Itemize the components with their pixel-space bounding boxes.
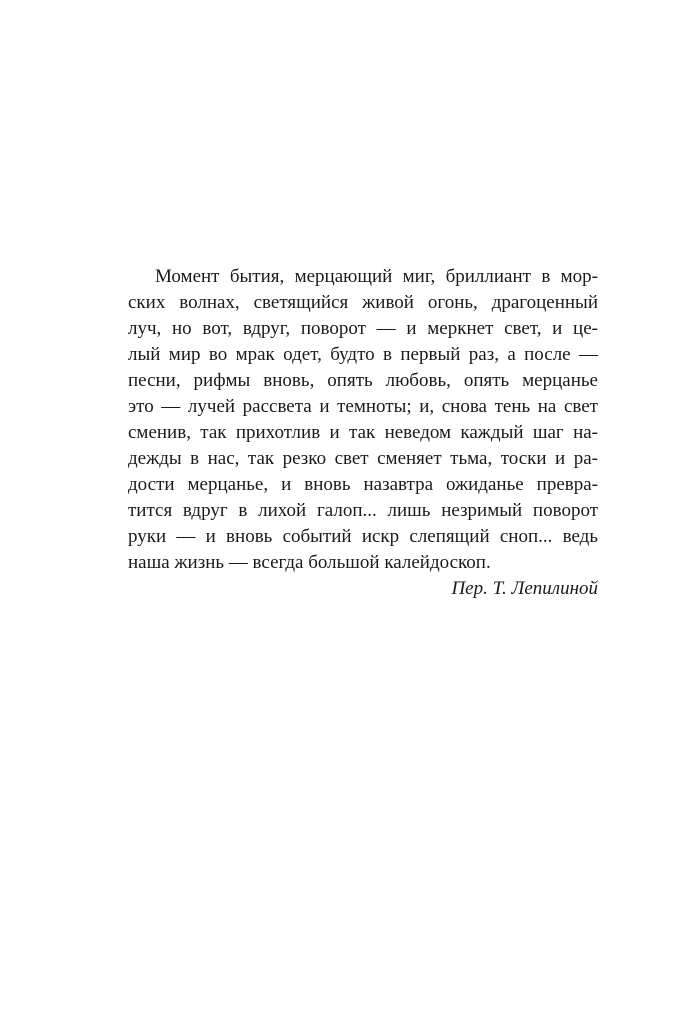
- epigraph-line: лый мир во мрак одет, будто в первый раз, а после —: [128, 344, 598, 365]
- epigraph-line: ских волнах, светящийся живой огонь, драгоценный: [128, 292, 598, 313]
- epigraph-line: луч, но вот, вдруг, поворот — и меркнет свет, и це-: [128, 318, 598, 339]
- epigraph-line: тится вдруг в лихой галоп... лишь незримый поворот: [128, 500, 598, 521]
- epigraph-line: дости мерцанье, и вновь назавтра ожиданье превра-: [128, 474, 598, 495]
- epigraph-line: песни, рифмы вновь, опять любовь, опять мерцанье: [128, 370, 598, 391]
- epigraph-block: [128, 264, 598, 602]
- translator-attribution: Пер. Т. Лепилиной: [451, 578, 598, 599]
- epigraph-line: руки — и вновь событий искр слепящий сноп... ведь: [128, 526, 598, 547]
- epigraph-line: наша жизнь — всегда большой калейдоскоп.: [128, 552, 491, 573]
- epigraph-line: дежды в нас, так резко свет сменяет тьма, тоски и ра-: [128, 448, 598, 469]
- epigraph-line: сменив, так прихотлив и так неведом каждый шаг на-: [128, 422, 598, 443]
- epigraph-line: Момент бытия, мерцающий миг, бриллиант в мор-: [155, 266, 598, 287]
- epigraph-line: это — лучей рассвета и темноты; и, снова тень на свет: [128, 396, 598, 417]
